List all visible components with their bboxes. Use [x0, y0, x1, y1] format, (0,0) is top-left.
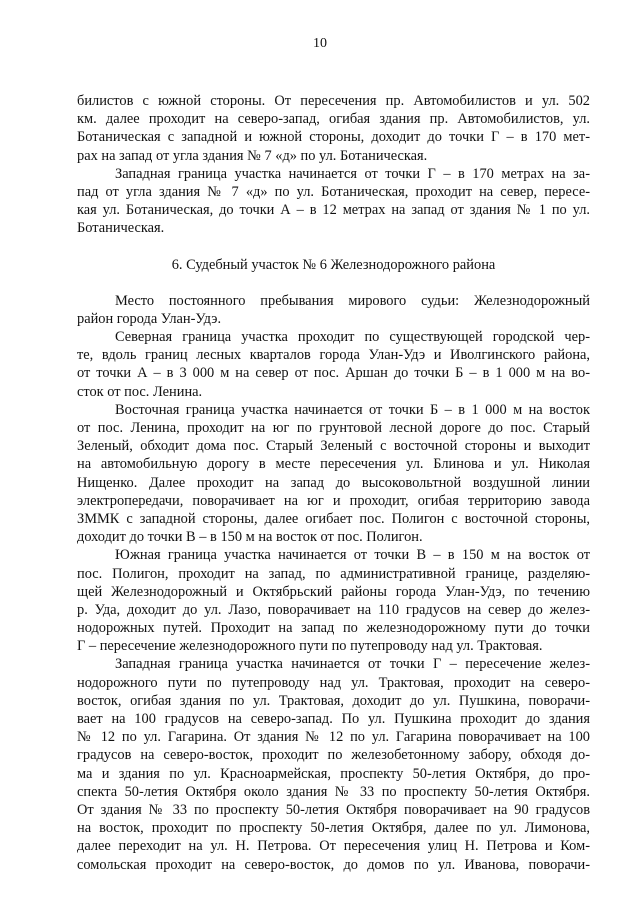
text-line: Г – пересечение железнодорожного пути по путепроводу над ул. Трактовая.	[77, 638, 543, 655]
text-line: Ботаническая.	[77, 220, 165, 237]
paragraph	[77, 292, 590, 328]
text-line: на автомобильную дорогу в месте пересечения ул. Блинова и ул. Николая	[77, 456, 590, 473]
text-line: далее переходит на ул. Н. Петрова. От пересечения улиц Н. Петрова и Ком-	[77, 838, 590, 855]
text-line: восток, огибая здания по ул. Трактовая, доходит до ул. Пушкина, поворачи-	[77, 692, 590, 709]
paragraph	[77, 401, 590, 547]
paragraph	[77, 165, 590, 238]
text-line: № 12 по ул. Гагарина. От здания № 12 по ул. Гагарина поворачивает на 100	[77, 729, 590, 746]
text-line: щей Железнодорожный и Октябрьский районы города Улан-Удэ, по течению	[77, 583, 590, 600]
text-line: Восточная граница участка начинается от точки Б – в 1 000 м на восток	[115, 401, 590, 418]
text-line: сомольская проходит на северо-восток, до домов по ул. Иванова, поворачи-	[77, 856, 590, 873]
text-line: Нищенко. Далее проходит на запад до высоковольтной воздушной линии	[77, 474, 590, 491]
text-line: пад от угла здания № 7 «д» по ул. Ботаническая, проходит на север, пересе-	[77, 183, 590, 200]
text-line: ЗММК с западной стороны, далее огибает пос. Полигон с восточной стороны,	[77, 510, 590, 527]
text-line: градусов на северо-восток, проходит по железобетонному забору, обходя до-	[77, 747, 590, 764]
text-line: сток от пос. Ленина.	[77, 383, 203, 400]
document-body	[77, 92, 590, 874]
text-line: км. далее проходит на северо-запад, огибая здания пр. Автомобилистов, ул.	[77, 111, 590, 128]
paragraph	[77, 655, 590, 873]
text-line: Зеленый, обходит дома пос. Старый Зеленый с восточной стороны и выходит	[77, 438, 590, 455]
text-line: нодорожных путей. Проходит на запад по железнодорожному пути до точки	[77, 620, 590, 637]
text-line: ма и здания по ул. Красноармейская, проспекту 50-летия Октября, до про-	[77, 765, 590, 782]
paragraph	[77, 546, 590, 655]
text-line: на восток, проходит по проспекту 50-летия Октября, далее по ул. Лимонова,	[77, 820, 590, 837]
text-line: от точки А – в 3 000 м на север от пос. Аршан до точки Б – в 1 000 м на во-	[77, 365, 590, 382]
text-line: те, вдоль границ лесных кварталов города Улан-Удэ и Иволгинского района,	[77, 347, 590, 364]
text-line: Южная граница участка начинается от точки В – в 150 м на восток от	[115, 547, 590, 564]
text-line: электропередачи, поворачивает на юг и проходит, огибая территорию завода	[77, 492, 590, 509]
text-line: Западная граница участка начинается от точки Г – пересечение желез-	[115, 656, 590, 673]
page-number: 10	[313, 36, 327, 51]
text-line: От здания № 33 по проспекту 50-летия Октября поворачивает на 90 градусов	[77, 801, 590, 818]
text-line: Северная граница участка проходит по существующей городской чер-	[115, 329, 590, 346]
text-line: Западная граница участка начинается от точки Г – в 170 метрах на за-	[115, 165, 590, 182]
text-line: вает на 100 градусов на северо-запад. По ул. Пушкина проходит до здания	[77, 711, 590, 727]
text-line: от пос. Ленина, проходит на юг по грунтовой лесной дороге до пос. Старый	[77, 420, 590, 436]
text-line: р. Уда, доходит до ул. Лазо, поворачивает на 110 градусов на север до желез-	[77, 601, 590, 618]
text-line: билистов с южной стороны. От пересечения пр. Автомобилистов и ул. 502	[77, 93, 590, 109]
paragraph	[77, 92, 590, 165]
text-line: спекта 50-летия Октября около здания № 33 по проспекту 50-летия Октября.	[77, 783, 590, 800]
paragraph	[77, 328, 590, 401]
text-line: район города Улан-Удэ.	[77, 310, 222, 327]
section-heading: 6. Судебный участок № 6 Железнодорожного района	[171, 256, 496, 273]
text-line: нодорожного пути по путепроводу над ул. Трактовая, проходит на северо-	[77, 674, 590, 691]
text-line: рах на запад от угла здания № 7 «д» по ул. Ботаническая.	[77, 147, 428, 164]
text-line: кая ул. Ботаническая, до точки А – в 12 метрах на запад от здания № 1 по ул.	[77, 202, 590, 219]
text-line: пос. Полигон, проходит на запад, по административной границе, разделяю-	[77, 565, 590, 582]
text-line: Место постоянного пребывания мирового судьи: Железнодорожный	[115, 292, 590, 309]
text-line: доходит до точки В – в 150 м на восток от пос. Полигон.	[77, 529, 423, 546]
text-line: Ботаническая с западной и южной стороны, доходит до точки Г – в 170 мет-	[77, 129, 590, 146]
